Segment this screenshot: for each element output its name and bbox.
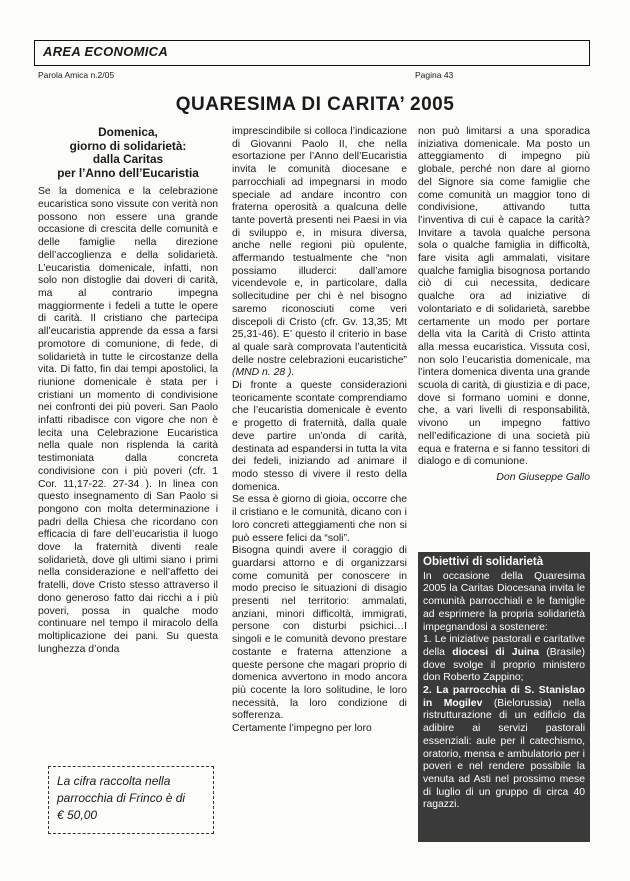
paragraph: Se la domenica e la celebrazione eucaristica sono vissute con verità non possono non essere una grande occasione di crescita delle comunità e delle famiglie nella direzione dell’accoglienza e della solidarietà. L’eucaristia domenicale, infatti, non solo non distoglie dai doveri di carità, ma al contrario impegna maggiormente i fedeli a tutte le opere di carità. Il cristiano che partecipa all’eucaristia apprende da essa a farsi promotore di comunione, di fede, di solidarietà in tutte le circostanze della vita. Di fatto, fin dai tempi apostolici, la riunione domenicale è stata per i cristiani un momento di condivisione nei confronti dei più poveri. San Paolo infatti ribadisce con vigore che non è lecita una Celebrazione Eucaristica nella quale non risplenda la carità testimoniata dalla concreta condivisione con i più poveri (cfr. 1 Cor. 11,17-22. 27-34 ). In linea con questo insegnamento di San Paolo si pongono con molta determinazione i padri della Chiesa che ricordano con efficacia di fare dell’eucaristia il luogo dove la fraternità diventi reale solidarietà, dove gli ultimi siano i primi nella considerazione e nell’affetto dei fratelli, dove Cristo stesso attraverso il dono generoso fatto dai ricchi a i più poveri, possa in qualche modo continuare nel tempo il miracolo della moltiplicazione dei pani. Su questa lunghezza d’onda: [38, 186, 218, 655]
item-text: 1. Le iniziative pastorali e caritative della: [423, 634, 585, 658]
author-signature: Don Giuseppe Gallo: [496, 471, 590, 483]
article-title: QUARESIMA DI CARITA’ 2005: [175, 94, 455, 115]
article-column-2: [232, 126, 407, 736]
paragraph: [232, 126, 407, 380]
sidebar-item-1: [423, 634, 585, 685]
sidebar-intro: In occasione della Quaresima 2005 la Caritas Diocesana invita le comunità parrocchiali e le famiglie ad esprimere la propria solidarietà impegnandosi a sostenere:: [423, 570, 585, 633]
article-subtitle: Domenica, giorno di solidarietà: dalla Caritas per l’Anno dell’Eucaristia: [57, 125, 199, 180]
section-title: AREA ECONOMICA: [43, 44, 169, 59]
item-highlight: diocesi di Juina: [452, 646, 540, 658]
paragraph: non può limitarsi a una sporadica iniziativa domenicale. Ma posto un atteggiamento di impegno più globale, perché non dare al giorno del Signore sia come famiglie che come comunità un maggior tono di condivisione, attivando tutta l’inventiva di cui è capace la carità? Invitare a tavola qualche persona sola o qualche famiglia in difficoltà, fare visita agli ammalati, visitare qualche famiglia bisognosa portando ciò di cui necessita, dedicare qualche ora ad iniziative di volontariato e di solidarietà, sarebbe certamente un modo per portare della vita la Carità di Cristo attinta alla messa eucaristica. Vissuta così, non solo l’eucaristia domenicale, ma l’intera domenica diventa una grande scuola di carità, di giustizia e di pace, dove si formano uomini e donne, che, a vari livelli di responsabilità, vivono un impegno fattivo nell’edificazione di una società più equa e fraterna e si fanno tessitori di dialogo e di comunione.: [418, 126, 590, 468]
sidebar-title: Obiettivi di solidarietà: [423, 556, 544, 568]
citation: (MND n. 28 ).: [232, 367, 295, 379]
item-text: (Bielorussia) nella ristrutturazione di un edificio da adibire ai servizi pastorali essenziali: aule per il catechismo, oratorio, mensa e ambulatorio per i poveri e nel rendere possibile la venuta ad Asti nel prossimo mese di luglio di un gruppo di circa 40 ragazzi.: [423, 697, 585, 811]
paragraph: Bisogna quindi avere il coraggio di guardarsi attorno e di organizzarsi come comunità per conoscere in modo preciso le situazioni di disagio presenti nel territorio: ammalati, anziani, minori difficoltà, immigrati, persone con disturbi psichici…I singoli e le comunità devono prestare costante e fraterna attenzione a queste persone che magari proprio di domenica avvertono in modo ancora più cocente la loro solitudine, le loro necessità, la loro condizione di sofferenza.: [232, 545, 407, 722]
solidarity-goals-box: [418, 552, 590, 842]
article-column-3: [418, 126, 590, 485]
callout-text: La cifra raccolta nella parrocchia di Frinco è di: [57, 774, 186, 805]
item-text: (Brasile) dove svolge il proprio ministero don Roberto Zappino;: [423, 646, 586, 684]
paragraph: Certamente l’impegno per loro: [232, 723, 372, 735]
paragraph: Se essa è giorno di gioia, occorre che il cristiano e le comunità, dicano con i loro concreti atteggiamenti che non si può essere felici da “soli”.: [232, 494, 407, 544]
item-highlight: 2. La parrocchia di S. Stanislao in Mogilev: [423, 685, 585, 709]
issue-label: Parola Amica n.2/05: [38, 70, 115, 80]
article-column-1: [38, 126, 218, 656]
collection-callout: [48, 766, 214, 834]
section-header-box: [34, 40, 590, 66]
sidebar-item-2: [423, 685, 585, 812]
paragraph: Di fronte a queste considerazioni teoricamente scontate comprendiamo che l’eucaristia domenicale è evento e progetto di fraternità, dalla quale deve partire un’onda di carità, destinata ad espandersi in tutta la vita dei fedeli, iniziando ad animare il modo stesso di vivere il resto della domenica.: [232, 380, 407, 493]
page-number: Pagina 43: [415, 70, 454, 80]
callout-amount: € 50,00: [57, 808, 98, 822]
paragraph-text: imprescindibile si colloca l’indicazione di Giovanni Paolo II, che nella esortazione per l’Anno dell’Eucaristia invita le comunità diocesane e parrocchiali ad impegnarsi in modo speciale ad andare incontro con fraterna operosità a qualcuna delle tante povertà presenti nei Paesi in via di sviluppo e, in misura diversa, anche nelle regioni più opulente, affermando testualmente che “non possiamo illuderci: dall’amore vicendevole e, in particolare, dalla sollecitudine per chi è nel bisogno saremo riconosciuti come veri discepoli di Cristo (cfr. Gv. 13,35; Mt 25,31-46). E’ questo il criterio in base al quale sarà comprovata l’autenticità delle nostre celebrazioni eucaristiche”: [232, 126, 407, 366]
